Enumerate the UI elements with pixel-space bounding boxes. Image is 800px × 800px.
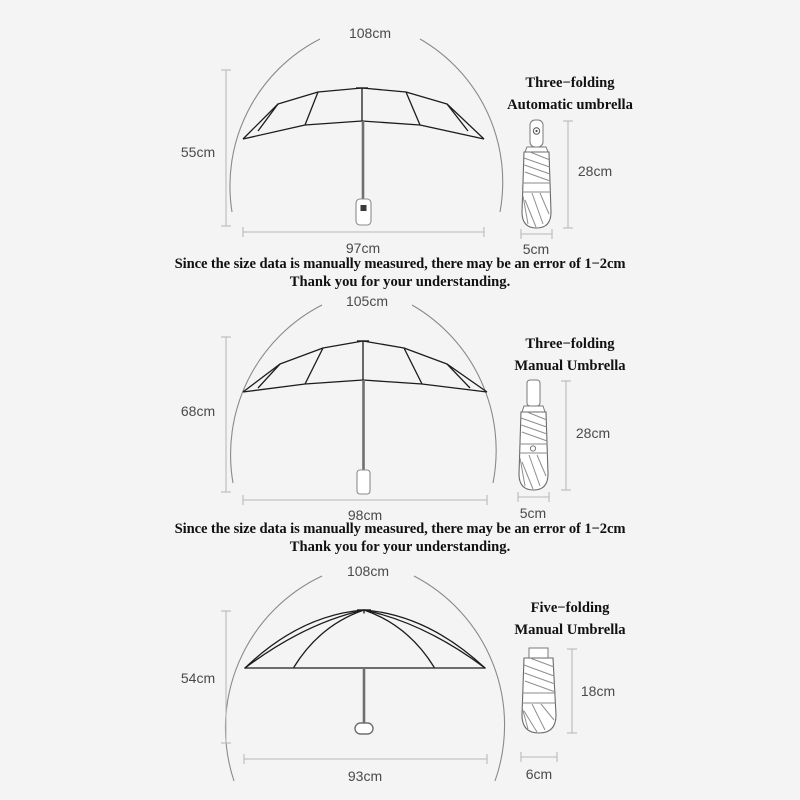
handle-plain (357, 470, 370, 494)
folded-width-label-5: 5cm (522, 241, 550, 257)
product-label-line2: Manual Umbrella (514, 357, 626, 374)
width-label-97: 97cm (345, 240, 381, 256)
folded-height-dimension-28 (561, 381, 571, 490)
folded-height-dimension-28 (563, 121, 573, 228)
folded-height-label-28: 28cm (575, 425, 611, 441)
width-label-93: 93cm (347, 768, 383, 784)
section-five-folding-manual (0, 553, 800, 800)
open-canopy (245, 610, 485, 668)
folded-width-dimension-5 (518, 492, 549, 502)
product-label-three-folding-automatic (480, 73, 660, 116)
product-label-line2: Automatic umbrella (507, 96, 633, 113)
height-dimension-54 (221, 611, 231, 743)
product-label-five-folding-manual (480, 598, 660, 641)
section-three-folding-manual (0, 288, 800, 523)
diagram-three-folding-manual (0, 288, 800, 523)
product-label-line1: Five−folding (530, 600, 610, 616)
product-label-line1: Three−folding (525, 75, 615, 91)
height-dimension-68 (221, 337, 231, 492)
disclaimer-line2: Thank you for your understanding. (289, 273, 511, 290)
product-label-three-folding-manual (480, 334, 660, 377)
product-label-line1: Three−folding (525, 336, 615, 352)
diagram-three-folding-automatic (0, 0, 800, 260)
width-dimension-93 (244, 754, 487, 764)
folded-umbrella (519, 380, 548, 490)
disclaimer-line2: Thank you for your understanding. (289, 538, 511, 555)
handle-loop (355, 723, 373, 734)
disclaimer-line1: Since the size data is manually measured, there may be an error of 1−2cm (174, 256, 626, 272)
folded-width-dimension-6 (521, 752, 557, 762)
height-label-68: 68cm (180, 403, 216, 419)
section-three-folding-automatic (0, 0, 800, 260)
folded-height-label-18: 18cm (580, 683, 616, 699)
disclaimer-line1: Since the size data is manually measured, there may be an error of 1−2cm (174, 521, 626, 537)
open-canopy (243, 341, 487, 392)
disclaimer-1 (0, 256, 800, 292)
width-label-98: 98cm (347, 507, 383, 523)
height-label-55: 55cm (180, 144, 216, 160)
folded-width-dimension-5 (521, 229, 552, 239)
folded-umbrella (522, 648, 556, 733)
width-dimension-97 (243, 227, 484, 237)
folded-width-label-6: 6cm (525, 766, 553, 782)
height-dimension-55 (221, 70, 231, 226)
handle-with-button (356, 199, 371, 225)
folded-width-label-5: 5cm (519, 505, 547, 521)
span-label-108: 108cm (348, 25, 392, 41)
diagram-five-folding-manual (0, 553, 800, 800)
span-label-108: 108cm (346, 563, 390, 579)
folded-height-dimension-18 (567, 649, 577, 733)
disclaimer-2 (0, 521, 800, 557)
folded-umbrella (522, 120, 551, 228)
folded-height-label-28: 28cm (577, 163, 613, 179)
span-label-105: 105cm (345, 293, 389, 309)
product-label-line2: Manual Umbrella (514, 621, 626, 638)
width-dimension-98 (243, 495, 487, 505)
height-label-54: 54cm (180, 670, 216, 686)
span-arc-108 (230, 39, 503, 212)
